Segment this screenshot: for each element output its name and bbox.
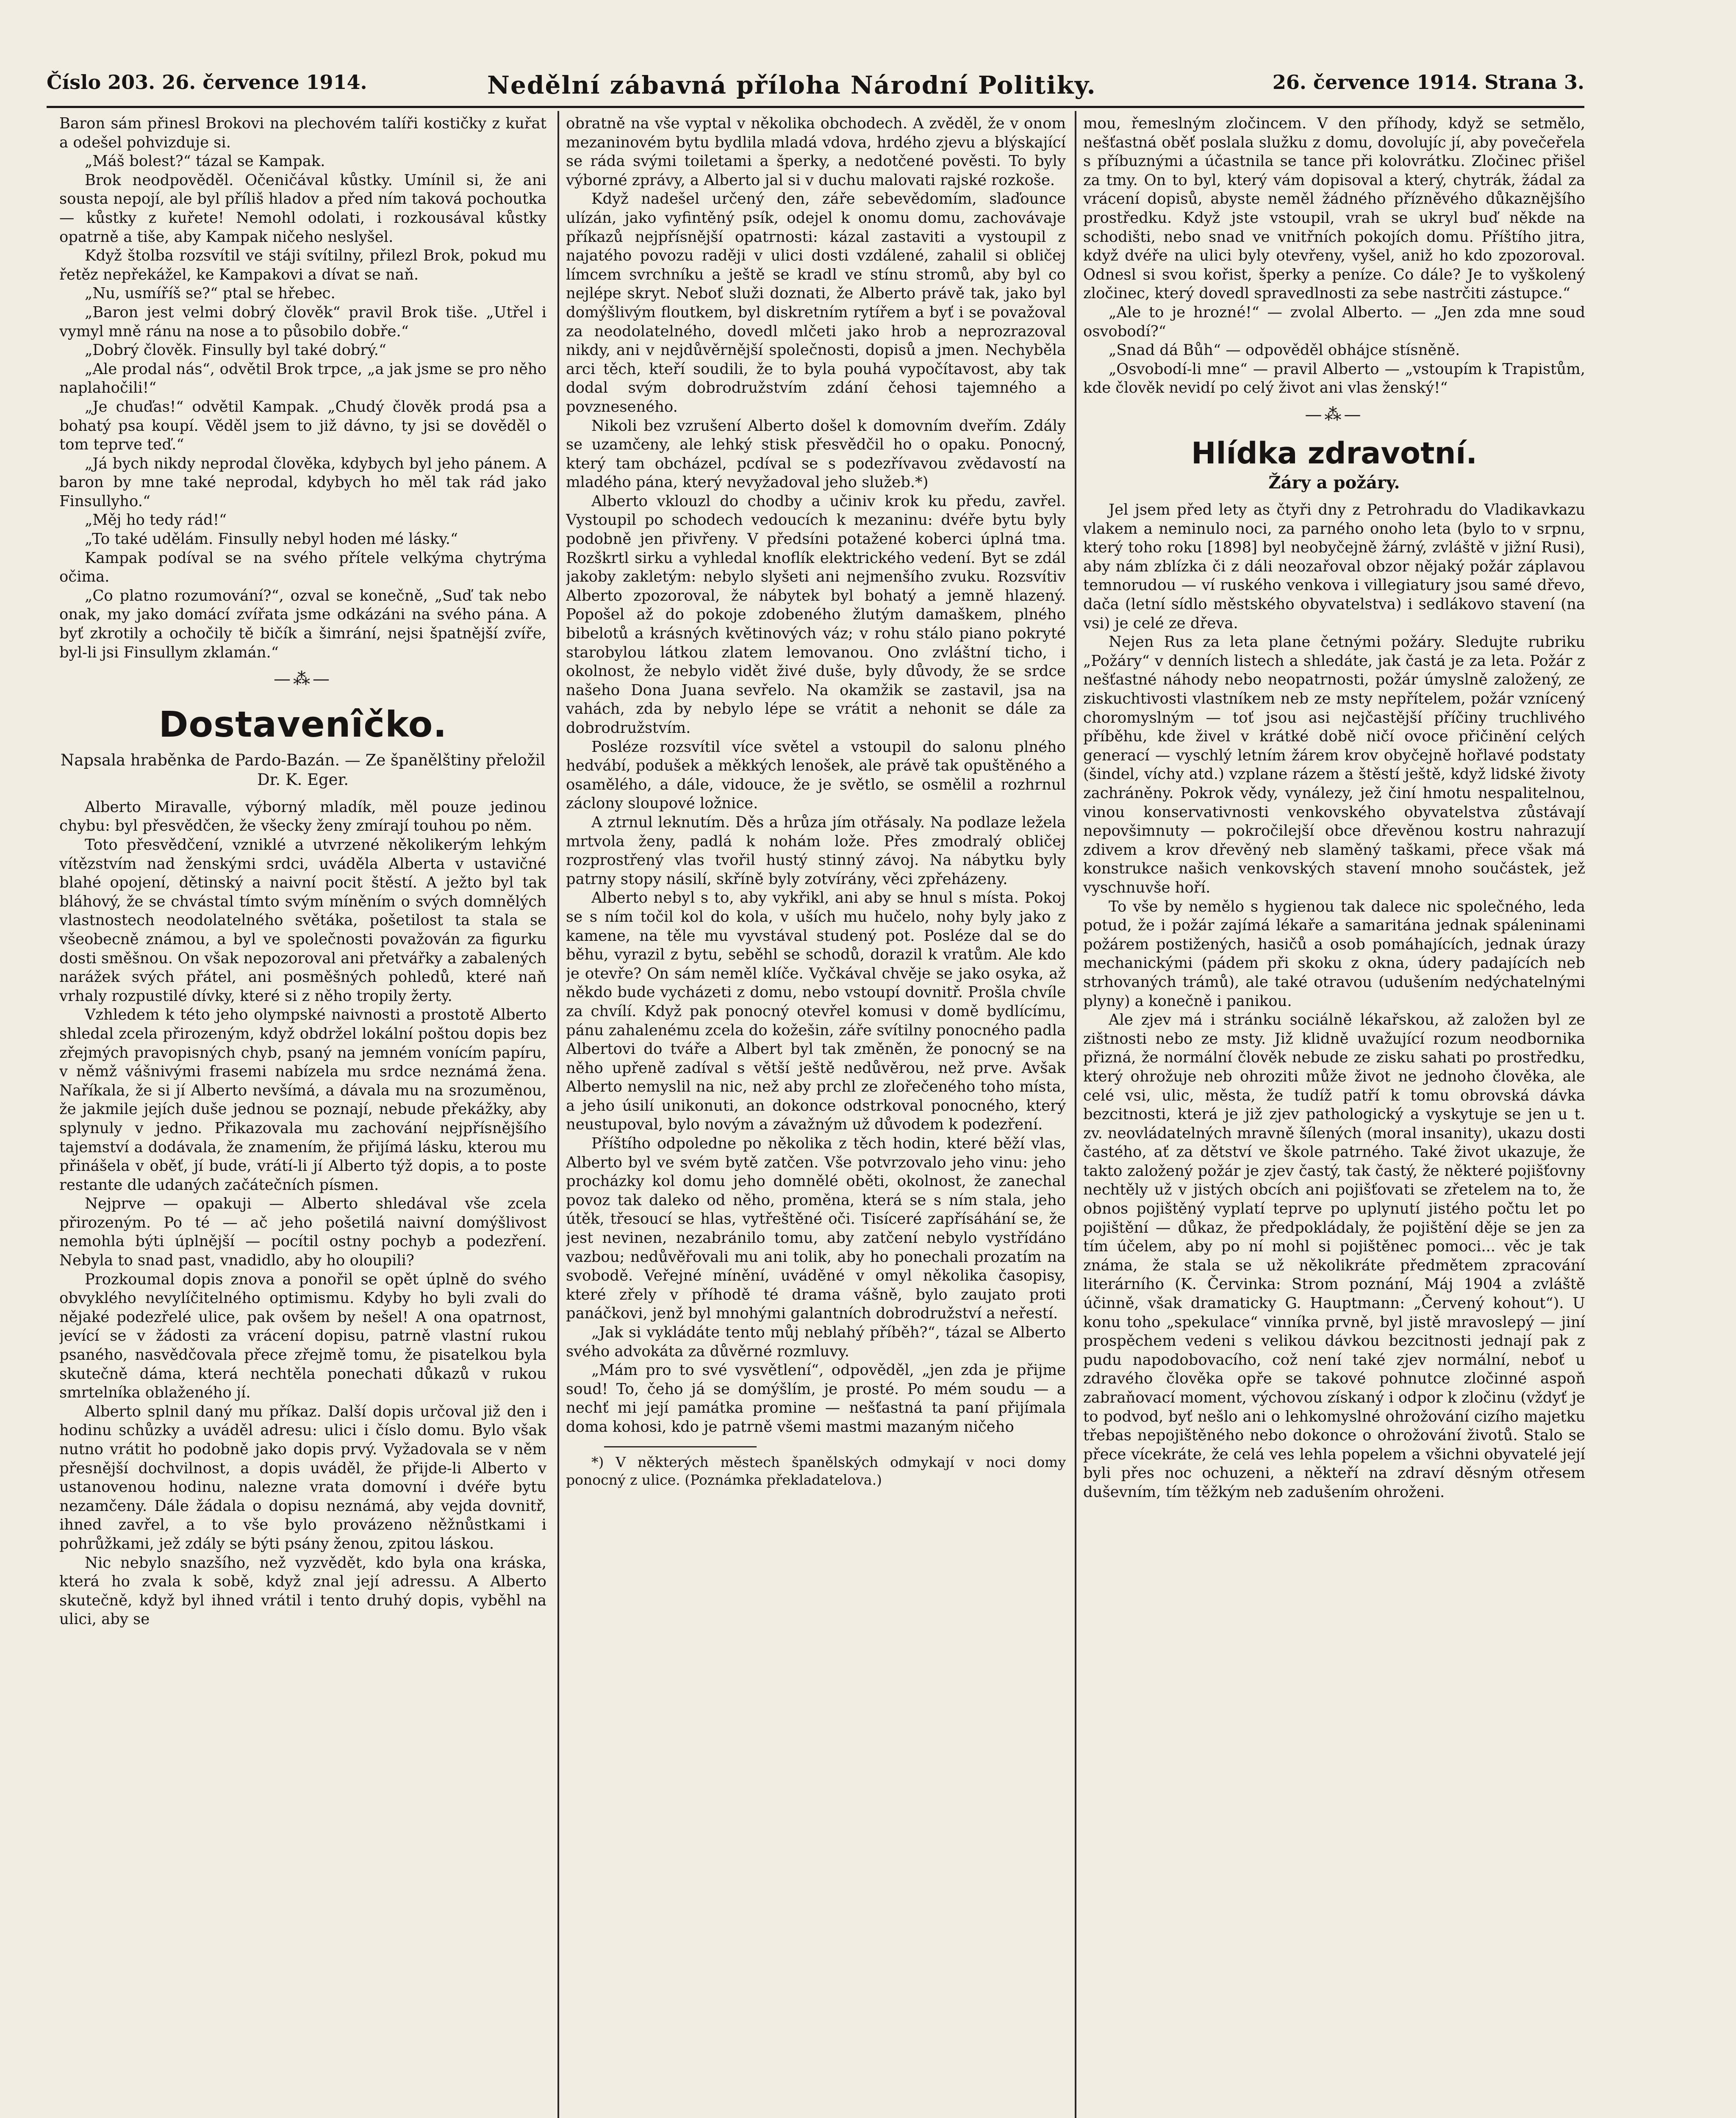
paragraph: Alberto Miravalle, výborný mladík, měl pouze jedinou chybu: byl přesvědčen, že všecky ženy zmírají touhou po něm. [59,798,546,835]
paragraph: A ztrnul leknutím. Děs a hrůza jím otřásaly. Na podlaze ležela mrtvola ženy, padlá k nohám lože. Přes zmodralý obličej rozprostřený vlas tvořil hustý stinný závoj. Na nábytku byly patrny stopy násilí, skříně byly zotvírány, věci zpřeházeny. [566,813,1066,888]
story-dostavenicko-ending [1083,114,1585,398]
footnote-rule [604,1446,757,1447]
paragraph: „Dobrý člověk. Finsully byl také dobrý.“ [85,341,387,359]
paragraph: Vzhledem k této jeho olympské naivnosti a prostotě Alberto shledal zcela přirozeným, když obdržel lokální poštou dopis bez zřejmých pravopisných chyb, psaný na jemném vonícím papíru, v němž vášnivými frasemi nabízela mu srdce neznámá žena. Naříkala, že si jí Alberto nevšímá, a dávala mu na srozuměnou, že jakmile jejích duše jednou se poznají, nebude překážky, aby splynuly v jedno. Přikazovala mu zachování nejpřísnějšího tajemství a dodávala, že znamením, že přijímá lásku, kterou mu přinášela v oběť, jí bude, vrátí-li jí Alberto týž dopis, a to poste restante dle udaných začátečních písmen. [59,1006,546,1194]
paragraph: Brok neodpověděl. Očeničával kůstky. Umínil si, že ani sousta nepojí, ale byl příliš hladov a před ním taková pochoutka — kůstky z kuřete! Nemohl odolati, i rozkousával kůstky opatrně a tiše, aby Kampak ničeho neslyšel. [59,171,546,246]
column-divider-2 [1075,111,1076,2118]
newspaper-title: Nedělní zábavná příloha Národní Politiky. [487,71,1096,100]
ornament-divider: —⁂— [274,669,332,689]
paragraph: Toto přesvědčení, vzniklé a utvrzené několikerým lehkým vítězstvím nad ženskými srdci, uváděla Alberta v ustavičné blahé opojení, dětinský a naivní pocit štěstí. A ježto byl tak bláhový, že se chvástal tímto svým míněním o svých domnělých vlastnostech neodolatelného světáka, pošetilost ta stala se všeobecně známou, a byl ve společnosti považován za figurku dosti směšnou. On však nepozoroval ani přetvářky a zabalených narážek svých přátel, ani posměšných pohledů, které naň vrhaly rozpustilé dívky, které si z něho tropily žerty. [59,836,546,1005]
header-rule [47,106,1584,108]
paragraph: „To také udělám. Finsully nebyl hoden mé lásky.“ [85,530,458,548]
paragraph: „Máš bolest?“ tázal se Kampak. [85,152,325,170]
story-dostavenicko-part2 [566,114,1066,1437]
paragraph: Nic nebylo snazšího, než vyzvědět, kdo byla ona kráska, která ho zvala k sobě, když znal její adressu. A Alberto skutečně, když byl ihned vrátil i tento druhý dopis, vyběhl na ulici, aby se [59,1554,546,1628]
paragraph: Nejen Rus za leta plane četnými požáry. Sledujte rubriku „Požáry“ v denních listech a shledáte, jak častá je za leta. Požár z nešťastné náhody nebo neopatrnosti, požár úmyslně založený, ze ziskuchtivosti vlastníkem neb ze msty nepřítelem, požár vznícený choromyslným — toť jsou asi nejčastější příčiny truchlivého příběhu, kde živel v krátké době ničí ovoce přičinění celých generací — vyschlý letním žárem krov obyčejně hořlavé podstaty (šindel, víchy atd.) vzplane rázem a štěstí ještě, když lidské životy zachráněny. Pokrok vědy, vynálezy, jež činí hmotu nespalitelnou, vinou konservativnosti venkovského obyvatelstva zůstávají nepovšimnuty — pokročilejší obce dřevěnou kostru nahrazují zdivem a krov dřevěný neb slaměný taškami, přece však má konstrukce našich venkovských stavení mnoho součástek, jež vyschnuvše hoří. [1083,633,1585,896]
paragraph: Kampak podíval se na svého přítele velkýma chytrýma očima. [59,549,546,586]
paragraph: Posléze rozsvítil více světel a vstoupil do salonu plného hedvábí, podušek a měkkých lenošek, ale právě tak opuštěného a osamělého, a dále, vidouce, že je světlo, se osmělil a rozhrnul záclony sloupové ložnice. [566,738,1066,812]
paragraph: Alberto splnil daný mu příkaz. Další dopis určoval již den i hodinu schůzky a uváděl adresu: ulici i číslo domu. Bylo však nutno vrátit ho podobně jako dopis prvý. Vyžadovala se v něm přesnější dochvilnost, a dopis uváděl, že přijde-li Alberto v ustanovenou hodinu, nalezne vrata domovní i dvéře bytu nezamčeny. Dále žádala o dopisu neznámá, aby vejda dovnitř, ihned zavřel, a to vše bylo provázeno něžnůstkami i pohrůžkami, jež zdály se býti psány ženou, zpitou láskou. [59,1403,546,1552]
page-number: 26. července 1914. Strana 3. [1272,71,1584,94]
paragraph: Příštího odpoledne po několika z těch hodin, které běží vlas, Alberto byl ve svém bytě zatčen. Vše potvrzovalo jeho vinu: jeho procházky kol domu jeho domnělé oběti, okolnost, že zanechal povoz tak daleko od něho, proměna, která se s ním stala, jeho útěk, třesoucí se hlas, vytřeštěné oči. Tisíceré zapřísáhání se, že jest nevinen, nezabránilo tomu, aby zatčení nebylo vystřídáno vazbou; nedůvěřovali mu ani tolik, aby ho ponechali prozatím na svobodě. Veřejné mínění, uváděné v omyl několika časopisy, které zřely v příhodě té drama vášně, bylo zaujato proti panáčkovi, jenž byl mnohými galantních dobrodružství a neřestí. [566,1135,1066,1322]
column-divider-1 [557,111,559,2118]
paragraph: „Snad dá Bůh“ — odpověděl obhájce stísněně. [1109,341,1460,359]
paragraph: „Jak si vykládáte tento můj neblahý příběh?“, tázal se Alberto svého advokáta za důvěrné rozmluvy. [566,1324,1066,1360]
column-1 [59,114,546,2118]
paragraph: „Ale to je hrozné!“ — zvolal Alberto. — „Jen zda mne soud osvobodí?“ [1083,303,1585,340]
column-3 [1083,114,1585,2118]
paragraph: Jel jsem před lety as čtyři dny z Petrohradu do Vladikavkazu vlakem a neminulo noci, za parného onoho leta (bylo to v srpnu, který toho roku [1898] byl neobyčejně žárný, zvláště v jižní Rusi), aby nám zblízka či z dáli neozařoval obzor nějaký požár záplavou temnorudou — ví ruského venkova i villegiatury jsou samé dřevo, dača (letní sídlo městského obyvatelstva) i sedlákovo stavení (na vsi) je celé ze dřeva. [1083,501,1585,632]
paragraph: Když štolba rozsvítil ve stáji svítilny, přilezl Brok, pokud mu řetěz nepřekážel, ke Kampakovi a dívat se naň. [59,247,546,283]
paragraph: Když nadešel určený den, záře sebevědomím, slaďounce ulízán, jako vyfintěný psík, odejel k onomu domu, zachovávaje příkazů nejpřísnější opatrnosti: kázal zastaviti a vystoupil z najatého povozu raději v ulici dosti vzdálené, zahalil si obličej límcem svrchníku a ještě se kradl ve stínu stromů, aby byl co nejlépe skryt. Neboť služi doznati, že Alberto právě tak, jako byl domýšlivým floutkem, byl diskretním rytířem a byť i se považoval za neodolatelného, dovedl mlčeti jako hrob a neprozrazoval nikdy, ani v nejdůvěrnější společnosti, dopisů a jmen. Nechyběla arci těch, kteří soudili, že to byla pouhá vypočítavost, aby tak dodal svým dobrodružstvím zdání čehosi tajemného a povzneseného. [566,190,1066,416]
paragraph: Alberto nebyl s to, aby vykřikl, ani aby se hnul s místa. Pokoj se s ním točil kol do kola, v uších mu hučelo, nohy byly jako z kamene, na těle mu vyvstával studený pot. Posléze dal se do běhu, vyrazil z bytu, seběhl se schodů, dorazil k vratům. Ale kdo je otevře? On sám neměl klíče. Vyčkával chvěje se jako osyka, až někdo bude vycházeti z domu, nebo vstoupí dovnitř. Prošla chvíle za chvílí. Když pak ponocný otevřel komusi v domě bydlícímu, pánu zahalenému zcela do kožešin, záře svítilny ponocného padla Albertovi do tváře a Albert byl tak změněn, že ponocný se na něho upřeně zadíval s větší ještě nedůvěrou, než prve. Avšak Alberto nemyslil na nic, než aby prchl ze zlořečeného toho místa, a jeho úsilí unikonuti, an dokonce odstrkoval ponocného, který neustupoval, bylo novým a závažným už důvodem k podezření. [566,889,1066,1134]
article-hlidka-body [1083,501,1585,1502]
paragraph: „Je chuďas!“ odvětil Kampak. „Chudý člověk prodá psa a bohatý psa koupí. Věděl jsem to již dávno, ty jsi se dověděl o tom teprve teď.“ [59,398,546,454]
paragraph: „Mám pro to své vysvětlení“, odpověděl, „jen zda je přijme soud! To, čeho já se domýšlím, je prosté. Po mém soudu — a nechť mi její památka promine — nešťastná ta paní přijímala doma kohosi, kdo je patrně všemi mastmi mazaným ničeho [566,1361,1066,1436]
issue-number: Číslo 203. 26. července 1914. [47,71,367,94]
paragraph: „Já bych nikdy neprodal člověka, kdybych byl jeho pánem. A baron by mne také neprodal, kdybych ho měl tak rád jako Finsullyho.“ [59,455,546,510]
paragraph: mou, řemeslným zločincem. V den příhody, když se setmělo, nešťastná oběť poslala služku z domu, dovolujíc jí, aby povečeřela s příbuznými a účastnila se tance při kolovrátku. Zločinec přišel za tmy. On to byl, který vám dopisoval a který, chytrák, žádal za vrácení dopisů, abyste neměl žádného přízněvého důkaznějšího prostředku. Když jste vstoupil, vrah se ukryl buď někde na schodišti, nebo snad ve vnitřních pokojích domu. Příštího jitra, když dvéře na ulici byly otevřeny, vyšel, aniž ho kdo zpozoroval. Odnesl si svou kořist, šperky a peníze. Co dále? Je to vyškolený zločinec, který dovedl spravedlnosti za sebe nastrčiti zástupce.“ [1083,115,1585,302]
paragraph: Prozkoumal dopis znova a ponořil se opět úplně do svého obvyklého nevylíčitelného optimismu. Kdyby ho byli zvali do nějaké podezřelé ulice, pak ovšem by nešel! A ona opatrnost, jevící se v žádosti za vrácení dopisu, patrně vlastní rukou psaného, nasvědčovala přece zřejmě tomu, že pisatelkou byla skutečně dáma, která nechtěla ponechati důkazů v rukou smrtelníka oblaženého jí. [59,1270,546,1402]
paragraph: „Osvobodí-li mne“ — pravil Alberto — „vstoupím k Trapistům, kde člověk nevidí po celý život ani vlas ženský!“ [1083,360,1585,397]
footnote: *) V některých městech španělských odmykají v noci domy ponocný z ulice. (Poznámka překladatelova.) [566,1453,1066,1488]
article-byline: Napsala hraběnka de Pardo-Bazán. — Ze španělštiny přeložil Dr. K. Eger. [60,751,546,789]
story-dostavenicko-part1 [59,798,546,1629]
ornament-divider: —⁂— [1305,405,1364,424]
article-title-hlidka: Hlídka zdravotní. [1191,435,1478,471]
paragraph: Nikoli bez vzrušení Alberto došel k domovním dveřím. Zdály se uzamčeny, ale lehký stisk přesvědčil ho o opaku. Ponocný, který tam obcházel, pcdíval se s podezřívavou zvědavostí na mladého pána, který nevyžadoval jeho služeb.*) [566,417,1066,491]
paragraph: „Nu, usmíříš se?“ ptal se hřebec. [85,285,336,302]
page-header [47,61,1584,108]
paragraph: Alberto vklouzl do chodby a učiniv krok ku předu, zavřel. Vystoupil po schodech vedoucích k mezaninu: dvéře bytu byly podobně jen přivřeny. V předsíni potažené koberci úplná tma. Rozškrtl sirku a vyhledal knoflík elektrického vedení. Byt se zdál jakoby zakletým: nebylo slyšeti ani nejmenšího zvuku. Rozsvítiv Alberto zpozoroval, že nábytek byl bohatý a jemně hlazený. Popošel až do pokoje zdobeného žlutým damaškem, plného bibelotů a krásných květinových váz; v rohu stálo piano pokryté starobylou látkou zlatem lemovanou. Ono zvláštní ticho, i okolnost, že nebylo vidět živé duše, byly důvody, že se srdce našeho Dona Juana sevřelo. Na okamžik se zastavil, jsa na vahách, zda by nebylo lépe se vrátit a nehonit se dále za dobrodružstvím. [566,492,1066,737]
paragraph: To vše by nemělo s hygienou tak dalece nic společného, leda potud, že i požár zajímá lékaře a samaritána jednak spáleninami požárem postižených, hasičů a osob pomáhajících, jednak úrazy mechanickými (pádem při skoku z okna, údery padajících neb strhovaných trámů), ale také otravou (udušením nedýchatelnými plyny) a konečně i panikou. [1083,898,1585,1010]
paragraph: Nejprve — opakuji — Alberto shledával vše zcela přirozeným. Po té — ač jeho pošetilá naivní domýšlivost nemohla býti úplnější — pocítil ostny pochyb a podezření. Nebyla to snad past, vnadidlo, aby ho oloupili? [59,1195,546,1270]
paragraph: „Měj ho tedy rád!“ [85,511,227,529]
paragraph: obratně na vše vyptal v několika obchodech. A zvěděl, že v onom mezaninovém bytu bydlila mladá vdova, hrdého zjevu a blýskající se ráda svými toiletami a šperky, a nedotčené pověsti. To byly výborné zprávy, a Alberto jal si v duchu malovati rajské rozkoše. [566,115,1066,189]
paragraph: „Ale prodal nás“, odvětil Brok trpce, „a jak jsme se pro něho naplahočili!“ [59,360,546,397]
paragraph: Baron sám přinesl Brokovi na plechovém talíři kostičky z kuřat a odešel pohvizduje si. [59,115,546,151]
story-brok-ending [59,114,546,662]
paragraph: „Co platno rozumování?“, ozval se konečně, „Suď tak nebo onak, my jako domácí zvířata jsme odkázáni na svého pána. A byť zkrotily a ochočily tě bičík a šimrání, nejsi špatnější zvíře, byl-li jsi Finsullym zklamán.“ [59,587,546,661]
column-2 [566,114,1066,2118]
article-subtitle: Žáry a požáry. [1268,472,1400,493]
article-title-dostavenicko: Dostavenîčko. [158,703,447,745]
paragraph: „Baron jest velmi dobrý člověk“ pravil Brok tiše. „Utřel i vymyl mně ránu na nose a to působilo dobře.“ [59,303,546,340]
paragraph: Ale zjev má i stránku sociálně lékařskou, až založen byl ze zištnosti nebo ze msty. Již klidně uvažující rozum neodbornika přizná, že normální člověk nebude ze zisku sahati po prostředku, který ohrožuje neb ohroziti může život ne jednoho člověka, ale celé vsi, ulic, města, že tudíž patří k tomu obrovská dávka bezcitnosti, která je již zjev pathologický a vyskytuje se jen u t. zv. neovládatelných mravně šílených (moral insanity), ukazu dosti častého, ať za dětství ve škole patrného. Také život ukazuje, že takto založený požár je zjev častý, tak častý, že některé pojišťovny nechtěly už v jistých obcích ani pojišťovati se zřetelem na to, že obnos pojištěný vyplatí teprve po uplynutí jistého počtu let po pojištění — důkaz, že předpokládaly, že pojištění děje se jen za tím účelem, aby po ní mohl si pojištěnec pomoci... věc je tak známa, že stala se už několikráte předmětem zpracování literárního (K. Červinka: Strom poznání, Máj 1904 a zvláště účinně, však dramaticky G. Hauptmann: „Červený kohout“). U konu toho „spekulace“ vinníka prvně, byl jistě mravoslepý — jiní prospěchem vedeni s velikou dávkou bezcitnosti jednají pak z pudu napodobovacího, což není také zjev normální, neboť u zdravého člověka opře se takové pohnutce zločinné aspoň zabraňovací moment, výchovou získaný i odpor k zločinu (vždyť je to podvod, byť nešlo ani o lehkomyslné ohrožování cizího majetku třebas nepojištěného nebo dokonce o ohrožování životů. Stalo se přece vícekráte, že celá ves lehla popelem a všichni obyvatelé její byli přes noc ochuzeni, a někteří na zdraví děsným otřesem duševním, tím těžkým neb zadušením ohroženi. [1083,1011,1585,1501]
